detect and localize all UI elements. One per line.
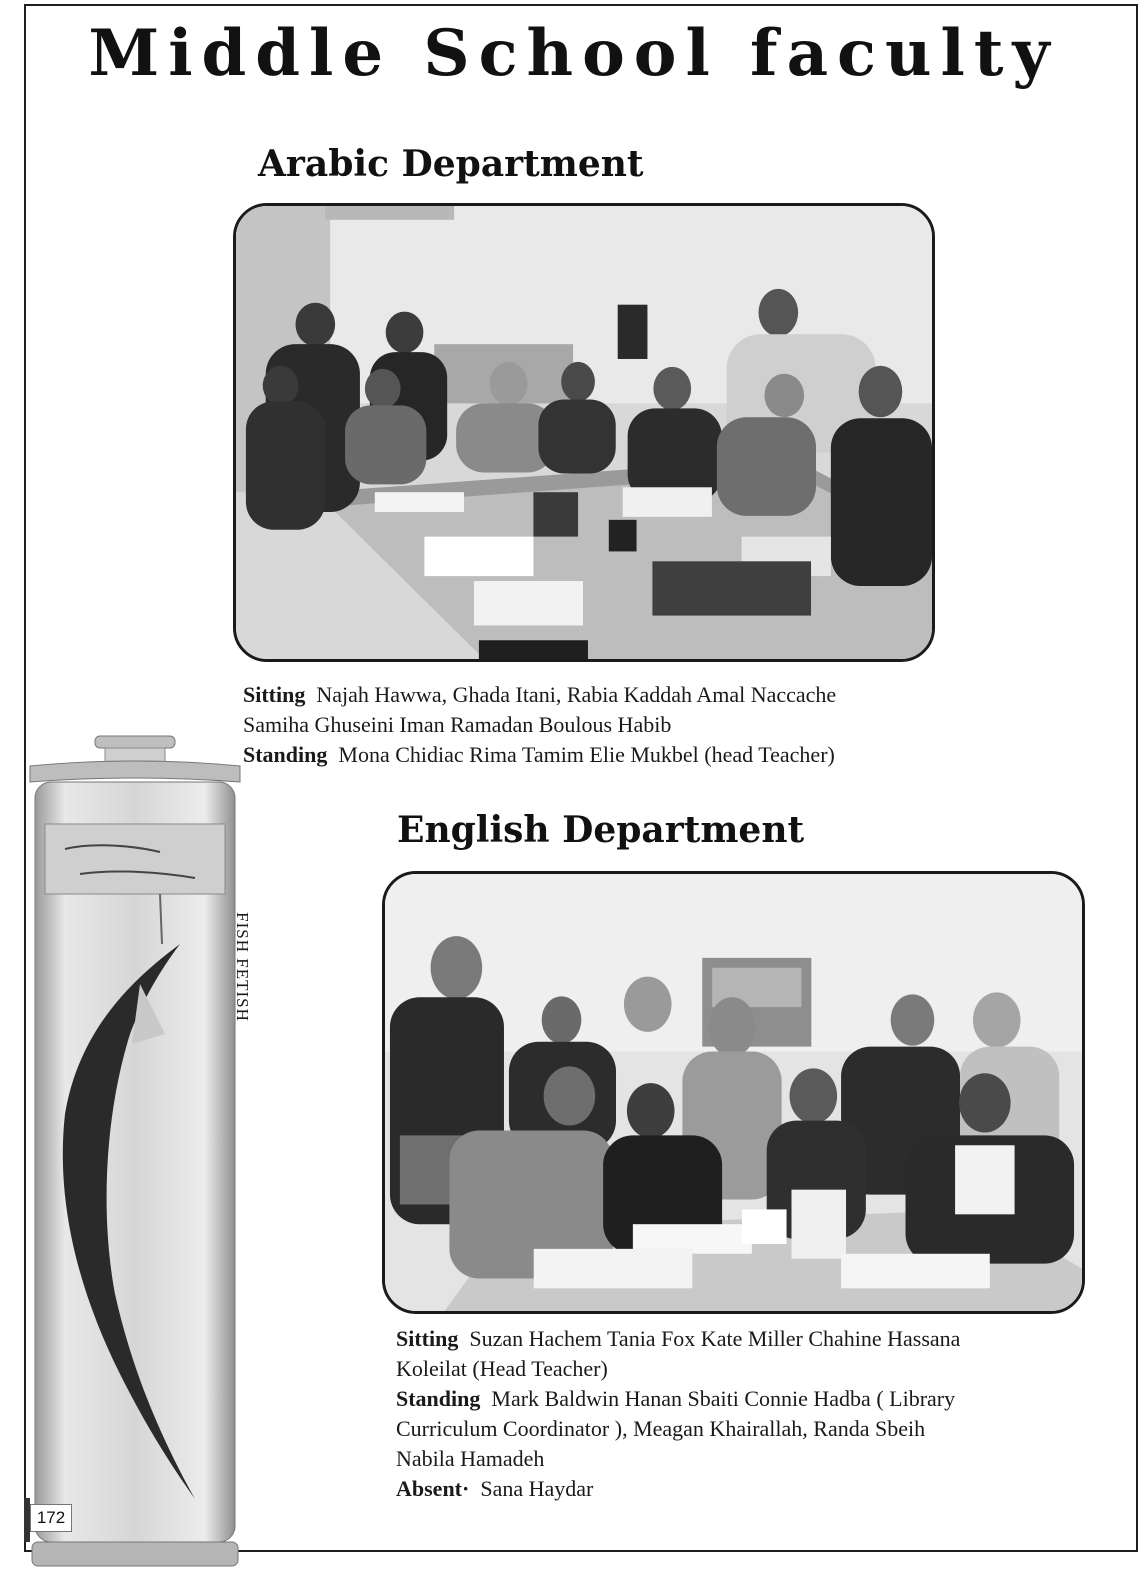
standing-label: Standing xyxy=(243,742,328,767)
absent-label: Absent· xyxy=(396,1476,470,1501)
standing-names: Mona Chidiac Rima Tamim Elie Mukbel (head Teacher) xyxy=(338,742,835,767)
absent-names: Sana Haydar xyxy=(480,1476,594,1501)
english-department-caption xyxy=(396,1324,1096,1504)
sitting-names-continued: Samiha Ghuseini Iman Ramadan Boulous Habib xyxy=(243,712,672,737)
english-department-photo xyxy=(382,871,1085,1314)
arabic-department-caption xyxy=(243,680,963,770)
standing-names-continued: Nabila Hamadeh xyxy=(396,1446,545,1471)
sitting-label: Sitting xyxy=(396,1326,459,1351)
english-department-heading: English Department xyxy=(397,809,805,851)
sitting-names: Najah Hawwa, Ghada Itani, Rabia Kaddah Amal Naccache xyxy=(316,682,837,707)
arabic-department-heading: Arabic Department xyxy=(258,143,644,185)
side-label xyxy=(230,892,254,1042)
side-label-text: FISH FETISH xyxy=(233,912,252,1022)
sitting-label: Sitting xyxy=(243,682,306,707)
standing-names: Mark Baldwin Hanan Sbaiti Connie Hadba ( Library xyxy=(491,1386,956,1411)
specimen-jar-image xyxy=(20,734,250,1570)
page-title: Middle School faculty xyxy=(88,16,1059,91)
arabic-department-photo xyxy=(233,203,935,662)
standing-names-continued: Curriculum Coordinator ), Meagan Khairallah, Randa Sbeih xyxy=(396,1416,926,1441)
standing-label: Standing xyxy=(396,1386,481,1411)
sitting-names-continued: Koleilat (Head Teacher) xyxy=(396,1356,608,1381)
sitting-names: Suzan Hachem Tania Fox Kate Miller Chahine Hassana xyxy=(469,1326,961,1351)
page-number: 172 xyxy=(30,1504,72,1532)
